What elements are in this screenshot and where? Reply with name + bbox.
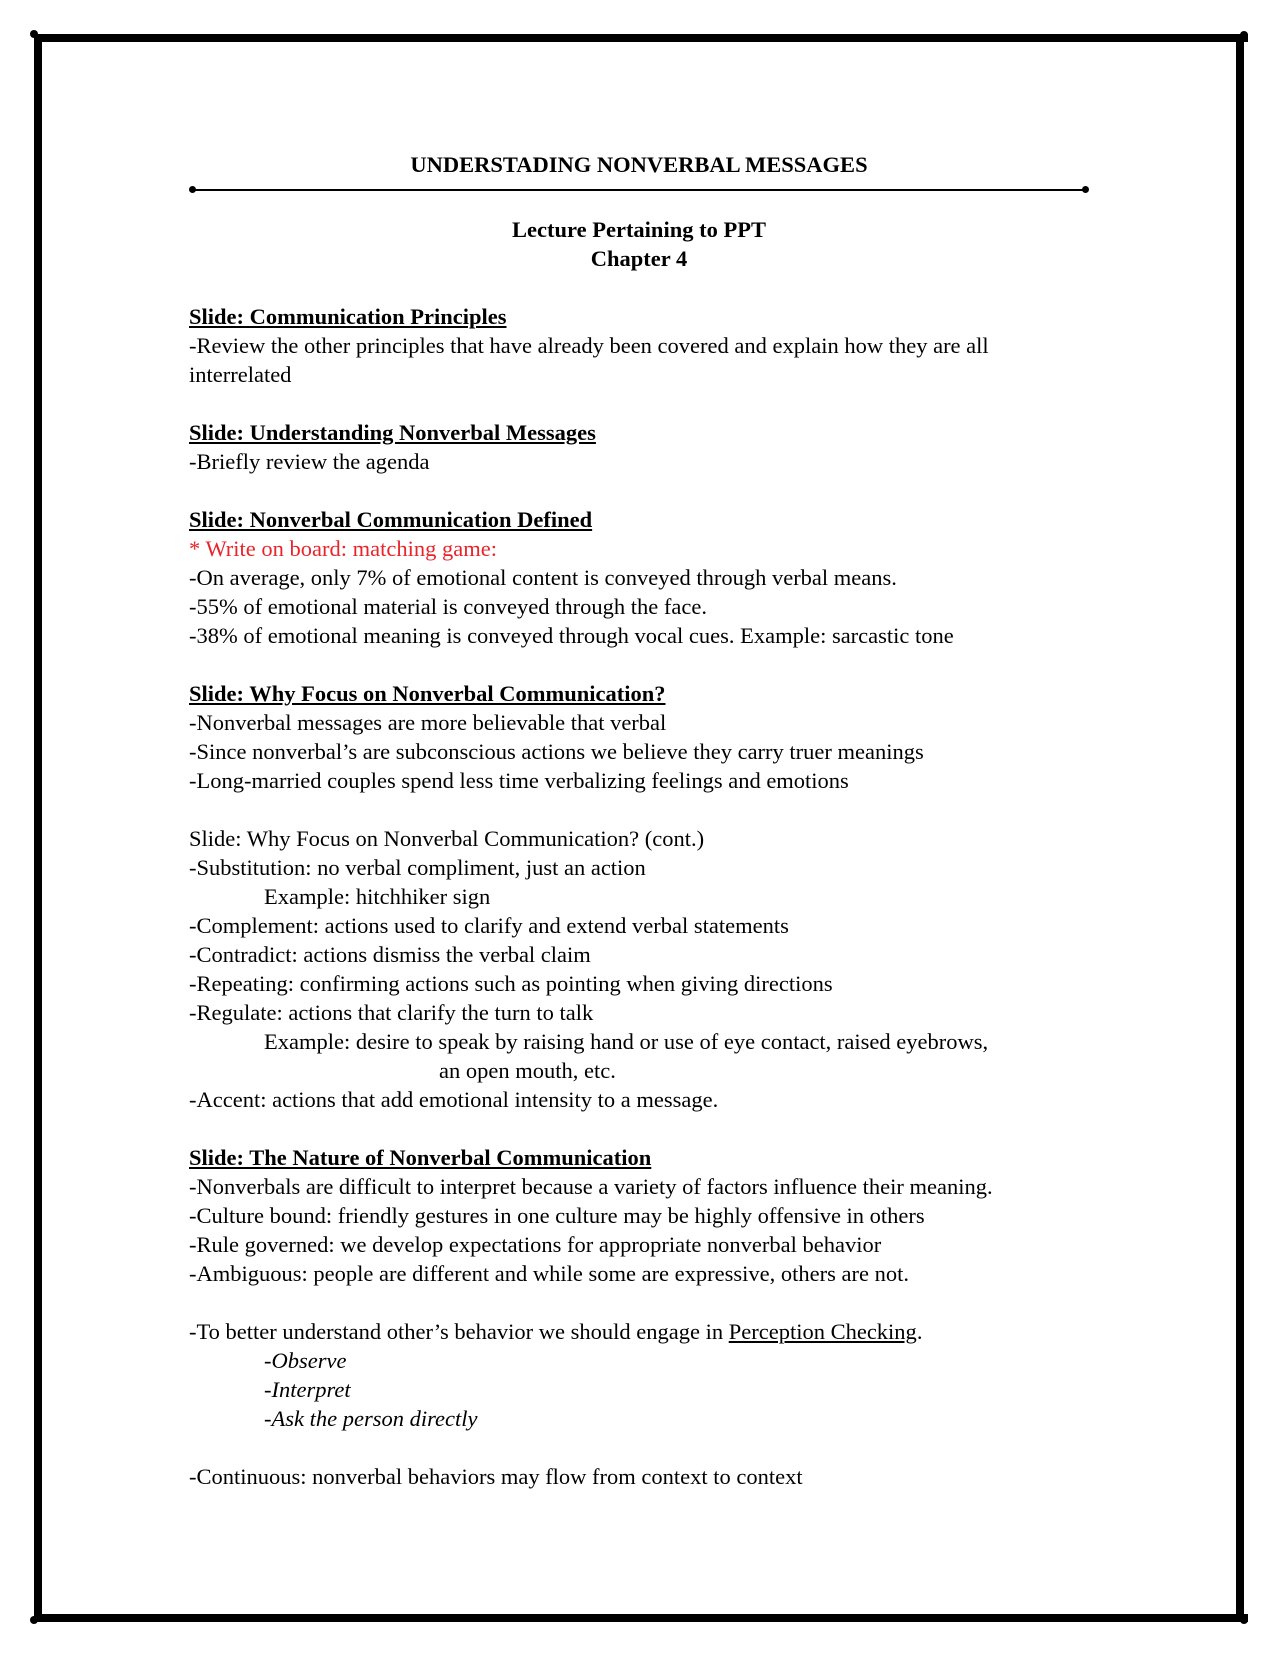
example-line-continued: an open mouth, etc. (439, 1058, 616, 1083)
lecture-subtitle: Lecture Pertaining to PPT (512, 217, 766, 242)
spacer (189, 1433, 1089, 1462)
section-line: -Accent: actions that add emotional intensity to a message. (189, 1087, 719, 1112)
section-heading-why-focus-cont: Slide: Why Focus on Nonverbal Communication? (cont.) (189, 826, 705, 851)
perception-step-ask: -Ask the person directly (264, 1406, 478, 1431)
section-line: -Culture bound: friendly gestures in one culture may be highly offensive in others (189, 1203, 925, 1228)
page-border-bottom (34, 1614, 1248, 1622)
spacer (189, 273, 1089, 302)
page-border-right (1236, 34, 1244, 1622)
section-line: -Substitution: no verbal compliment, just an action (189, 855, 646, 880)
section-line: -Nonverbals are difficult to interpret because a variety of factors influence their meaning. (189, 1174, 993, 1199)
section-line: -Contradict: actions dismiss the verbal claim (189, 942, 591, 967)
section-line: -Nonverbal messages are more believable that verbal (189, 710, 667, 735)
section-heading-why-focus: Slide: Why Focus on Nonverbal Communication? (189, 681, 666, 706)
section-line: -Since nonverbal’s are subconscious actions we believe they carry truer meanings (189, 739, 924, 764)
page-border-top (34, 34, 1248, 42)
perception-checking-term: Perception Checking (728, 1319, 917, 1344)
example-line: Example: hitchhiker sign (264, 884, 491, 909)
section-line: -Long-married couples spend less time verbalizing feelings and emotions (189, 768, 849, 793)
perception-line-prefix: -To better understand other’s behavior we should engage in (189, 1319, 729, 1344)
section-line: interrelated (189, 362, 292, 387)
page-border-left (34, 34, 42, 1622)
section-line: -Briefly review the agenda (189, 449, 430, 474)
perception-line-suffix: . (916, 1319, 923, 1344)
border-corner-bottom-left (30, 1616, 38, 1624)
perception-checking-line (189, 1317, 1089, 1346)
section-line: -Complement: actions used to clarify and extend verbal statements (189, 913, 789, 938)
spacer (189, 650, 1089, 679)
section-line: -38% of emotional meaning is conveyed through vocal cues. Example: sarcastic tone (189, 623, 954, 648)
section-heading-understanding-nonverbal: Slide: Understanding Nonverbal Messages (189, 420, 596, 445)
border-corner-top-right (1240, 31, 1248, 39)
section-line: -Rule governed: we develop expectations for appropriate nonverbal behavior (189, 1232, 882, 1257)
border-corner-top-left (30, 30, 38, 38)
spacer (189, 795, 1089, 824)
title-divider (189, 183, 1089, 197)
section-heading-communication-principles: Slide: Communication Principles (189, 304, 507, 329)
title-divider-left-dot (189, 186, 196, 193)
example-line: Example: desire to speak by raising hand or use of eye contact, raised eyebrows, (264, 1029, 989, 1054)
border-corner-bottom-right (1240, 1616, 1248, 1624)
section-line: -Regulate: actions that clarify the turn to talk (189, 1000, 594, 1025)
section-line: -On average, only 7% of emotional content is conveyed through verbal means. (189, 565, 897, 590)
chapter-label: Chapter 4 (590, 246, 688, 271)
spacer (189, 389, 1089, 418)
spacer (189, 1114, 1089, 1143)
spacer (189, 1288, 1089, 1317)
title-divider-right-dot (1082, 186, 1089, 193)
board-note: * Write on board: matching game: (189, 536, 497, 561)
document-title: UNDERSTADING NONVERBAL MESSAGES (410, 152, 868, 177)
document-body (189, 150, 1089, 1491)
section-line: -Continuous: nonverbal behaviors may flow from context to context (189, 1464, 803, 1489)
section-line: -55% of emotional material is conveyed through the face. (189, 594, 707, 619)
section-line: -Review the other principles that have already been covered and explain how they are all (189, 333, 989, 358)
section-line: -Ambiguous: people are different and while some are expressive, others are not. (189, 1261, 909, 1286)
section-line: -Repeating: confirming actions such as pointing when giving directions (189, 971, 833, 996)
perception-step-observe: -Observe (264, 1348, 347, 1373)
spacer (189, 476, 1089, 505)
perception-step-interpret: -Interpret (264, 1377, 351, 1402)
title-divider-line (193, 189, 1085, 191)
section-heading-nature-of-nonverbal: Slide: The Nature of Nonverbal Communication (189, 1145, 652, 1170)
section-heading-nonverbal-defined: Slide: Nonverbal Communication Defined (189, 507, 593, 532)
